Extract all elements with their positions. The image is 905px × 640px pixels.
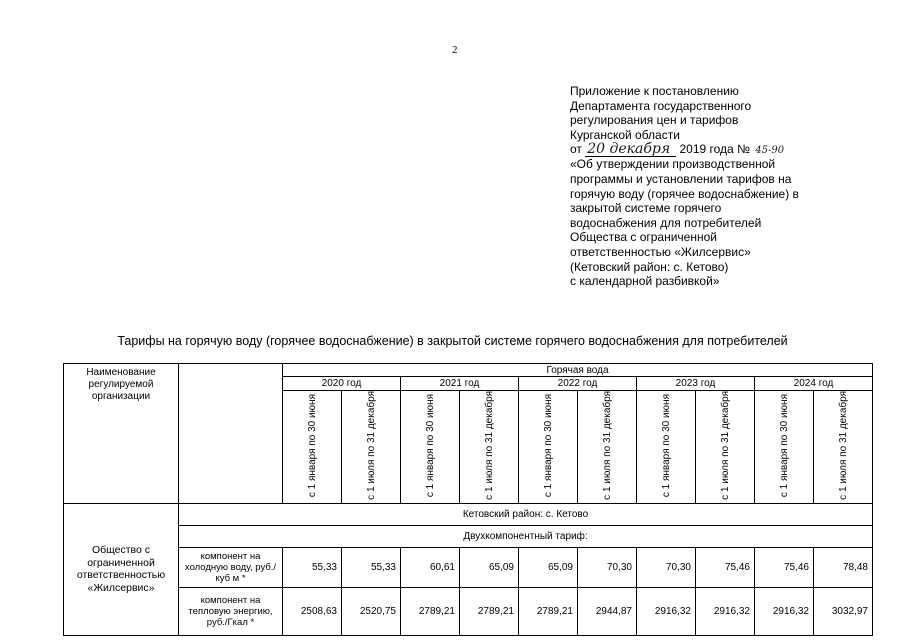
tariff-type-cell: Двухкомпонентный тариф: [179,525,873,547]
year-header: 2022 год [519,377,637,391]
tariff-value: 2508,63 [283,587,342,635]
tariff-value: 2789,21 [401,587,460,635]
period-header-cell [401,391,460,504]
period-header: с 1 января по 30 июня [660,393,672,497]
document-title: Тарифы на горячую воду (горячее водоснабжение) в закрытой системе горячего водоснабжения для потребителей [117,334,788,348]
period-header-cell [519,391,578,504]
year-header: 2020 год [283,377,401,391]
tariff-value: 55,33 [283,547,342,587]
period-header-cell [755,391,814,504]
tariff-value: 2916,32 [696,587,755,635]
tariff-value: 2520,75 [342,587,401,635]
tariff-value: 65,09 [519,547,578,587]
tariff-value: 2916,32 [637,587,696,635]
year-header: 2024 год [755,377,873,391]
appendix-date-line [570,142,870,157]
period-header: с 1 июля по 31 декабря [483,391,495,500]
year-header: 2021 год [401,377,519,391]
tariff-value: 2916,32 [755,587,814,635]
period-header-cell [696,391,755,504]
org-header-cell [64,364,179,504]
period-header: с 1 июля по 31 декабря [837,391,849,500]
handwritten-date: 20 декабря [585,143,676,157]
appendix-line: Департамента государственного [570,98,752,113]
appendix-line: Курганской области [570,127,680,142]
appendix-line: закрытой системе горячего [570,201,722,216]
period-header-cell [814,391,873,504]
row-label: компонент на холодную воду, руб./куб м * [179,547,283,587]
appendix-line: ответственностью «Жилсервис» [570,244,751,259]
tariff-value: 70,30 [578,547,637,587]
group-header-cell [283,364,873,377]
district-cell: Кетовский район: с. Кетово [179,503,873,525]
period-header-cell [637,391,696,504]
appendix-line: «Об утверждении производственной [570,157,776,172]
period-header-cell [460,391,519,504]
appendix-block [570,84,870,289]
period-header: с 1 июля по 31 декабря [601,391,613,500]
tariff-value: 2789,21 [519,587,578,635]
period-header: с 1 января по 30 июня [424,393,436,497]
appendix-line: с календарной разбивкой» [570,274,720,289]
tariff-table [63,363,873,636]
org-name: Общество с ограниченной ответственностью «Жилсервис» [76,544,166,594]
period-header: с 1 января по 30 июня [778,393,790,497]
period-header-cell [578,391,637,504]
tariff-value: 65,09 [460,547,519,587]
year-header: 2023 год [637,377,755,391]
period-header-cell [283,391,342,504]
appendix-line: Общества с ограниченной [570,230,717,245]
period-header: с 1 января по 30 июня [306,393,318,497]
period-header-cell [342,391,401,504]
appendix-line: Приложение к постановлению [570,84,739,98]
tariff-value: 2944,87 [578,587,637,635]
date-mid: 2019 года № [679,142,750,157]
tariff-value: 70,30 [637,547,696,587]
tariff-value: 75,46 [696,547,755,587]
period-header: с 1 июля по 31 декабря [365,391,377,500]
group-header: Горячая вода [546,364,609,376]
tariff-value: 60,61 [401,547,460,587]
appendix-line: горячую воду (горячее водоснабжение) в [570,186,799,201]
tariff-value: 78,48 [814,547,873,587]
appendix-line: регулирования цен и тарифов [570,113,739,128]
page-number: 2 [452,44,458,56]
tariff-value: 75,46 [755,547,814,587]
tariff-value: 2789,21 [460,587,519,635]
period-header: с 1 января по 30 июня [542,393,554,497]
org-header: Наименование регулируемой организации [86,367,156,402]
appendix-line: водоснабжения для потребителей [570,215,762,230]
appendix-line: программы и установлении тарифов на [570,171,792,186]
date-prefix: от [570,142,582,157]
appendix-line: (Кетовский район: с. Кетово) [570,259,729,274]
period-header: с 1 июля по 31 декабря [719,391,731,500]
tariff-value: 55,33 [342,547,401,587]
row-label: компонент на тепловую энергию, руб./Гкал * [179,587,283,635]
blank-header-cell [179,364,283,504]
tariff-value: 3032,97 [814,587,873,635]
org-name-cell [64,503,179,635]
handwritten-number: 45-90 [755,145,785,157]
